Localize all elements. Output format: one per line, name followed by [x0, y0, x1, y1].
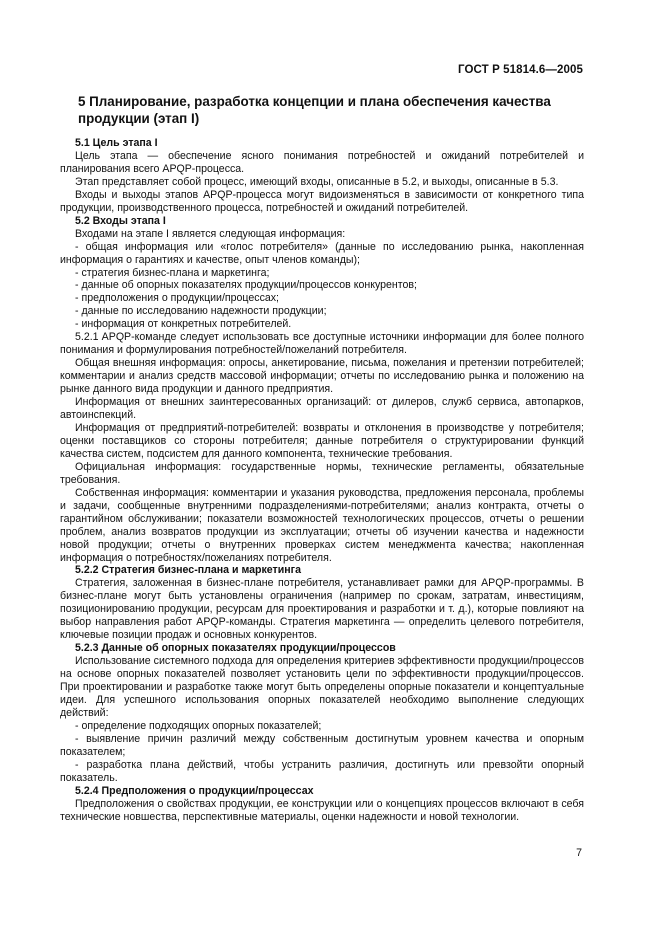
document-body: [60, 137, 584, 824]
paragraph: 5.2.1 APQP-команде следует использовать все доступные источники информации для более полного понимания и формулирования потребностей/пожеланий потребителя.: [60, 331, 584, 357]
paragraph: Цель этапа — обеспечение ясного понимания потребностей и ожиданий потребителей и планирования всего APQP-процесса.: [60, 149, 584, 175]
subsection-heading: 5.2.2 Стратегия бизнес-плана и маркетинга: [75, 564, 301, 577]
paragraph: Собственная информация: комментарии и указания руководства, предложения персонала, проблемы и задачи, сообщенные внутренними подразделениями-потребителями; анализ контракта, отчеты о гарантийном обслуживании; показатели возможностей технологических процессов, отчеты о решении проблем, анализ возвратов продукции из эксплуатации; отчеты об изучении качества и надежности новой продукции; отчеты о внутренних проверках систем менеджмента качества; накопленная информация о потребностях/пожеланиях потребителя.: [60, 486, 584, 564]
subsection-heading: 5.2 Входы этапа I: [75, 214, 166, 227]
paragraph: Стратегия, заложенная в бизнес-плане потребителя, устанавливает рамки для APQP-программы. В бизнес-плане могут быть установлены ограничения (например по срокам, затратам, инвестициям, позиционированию продукции, ресурсам для проектирования и разработки и т. д.), которые повлияют на выбор направления работ APQP-команды. Стратегия маркетинга — определить целевого потребителя, ключевые позиции продаж и основных конкурентов.: [60, 577, 584, 642]
list-item: - предположения о продукции/процессах;: [75, 292, 280, 305]
list-item: - информация от конкретных потребителей.: [75, 318, 292, 331]
subsection-heading: 5.1 Цель этапа I: [75, 137, 158, 149]
paragraph: Информация от предприятий-потребителей: возвраты и отклонения в производстве у потребителя; оценки поставщиков со стороны потребителя; данные потребителя о структурировании функций качества систем, подсистем для данного компонента, технические требования.: [60, 421, 584, 460]
page-number: 7: [576, 847, 582, 859]
subsection-heading: 5.2.3 Данные об опорных показателях продукции/процессов: [75, 642, 396, 655]
list-item: - данные по исследованию надежности продукции;: [75, 305, 327, 318]
paragraph: Использование системного подхода для определения критериев эффективности продукции/процессов на основе опорных показателей позволяет установить цели по эффективности продукции/процессов. При проектировании и разработке также могут быть определены опорные показатели и концептуальные идеи. Для успешного использования опорных показателей необходимо выполнение следующих действий:: [60, 655, 584, 719]
standard-designation: ГОСТ Р 51814.6—2005: [458, 64, 583, 76]
paragraph: Входами на этапе I является следующая информация:: [75, 227, 346, 240]
list-item: - данные об опорных показателях продукции/процессов конкурентов;: [75, 279, 417, 292]
paragraph: Информация от внешних заинтересованных организаций: от дилеров, служб сервиса, автопарков, автоинспекций.: [60, 396, 584, 422]
list-item: - разработка плана действий, чтобы устранить различия, достигнуть или превзойти опорный показатель.: [60, 758, 584, 784]
list-item: - общая информация или «голос потребителя» (данные по исследованию рынка, накопленная информация о гарантиях и качестве, опыт членов команды);: [60, 240, 584, 266]
paragraph: Входы и выходы этапов APQP-процесса могут видоизменяться в зависимости от конкретного типа продукции, производственного процесса, потребностей и ожиданий потребителей.: [60, 188, 584, 214]
paragraph: Общая внешняя информация: опросы, анкетирование, письма, пожелания и претензии потребителей; комментарии и анализ средств массовой информации; отчеты по исследованию рынка и положению на рынке данного вида продукции и данного предприятия.: [60, 357, 584, 396]
list-item: - определение подходящих опорных показателей;: [75, 719, 322, 732]
paragraph: Предположения о свойствах продукции, ее конструкции или о концепциях процессов включают в себя технические новшества, перспективные материалы, оценки надежности и новой технологии.: [60, 797, 584, 823]
subsection-heading: 5.2.4 Предположения о продукции/процессах: [75, 784, 314, 797]
list-item: - выявление причин различий между собственным достигнутым уровнем качества и опорным показателем;: [60, 732, 584, 758]
list-item: - стратегия бизнес-плана и маркетинга;: [75, 266, 270, 279]
paragraph: Этап представляет собой процесс, имеющий входы, описанные в 5.2, и выходы, описанные в 5.3.: [75, 175, 559, 188]
section-title: 5 Планирование, разработка концепции и плана обеспечения качества продукции (этап I): [78, 94, 551, 126]
paragraph: Официальная информация: государственные нормы, технические регламенты, обязательные требования.: [60, 460, 584, 486]
